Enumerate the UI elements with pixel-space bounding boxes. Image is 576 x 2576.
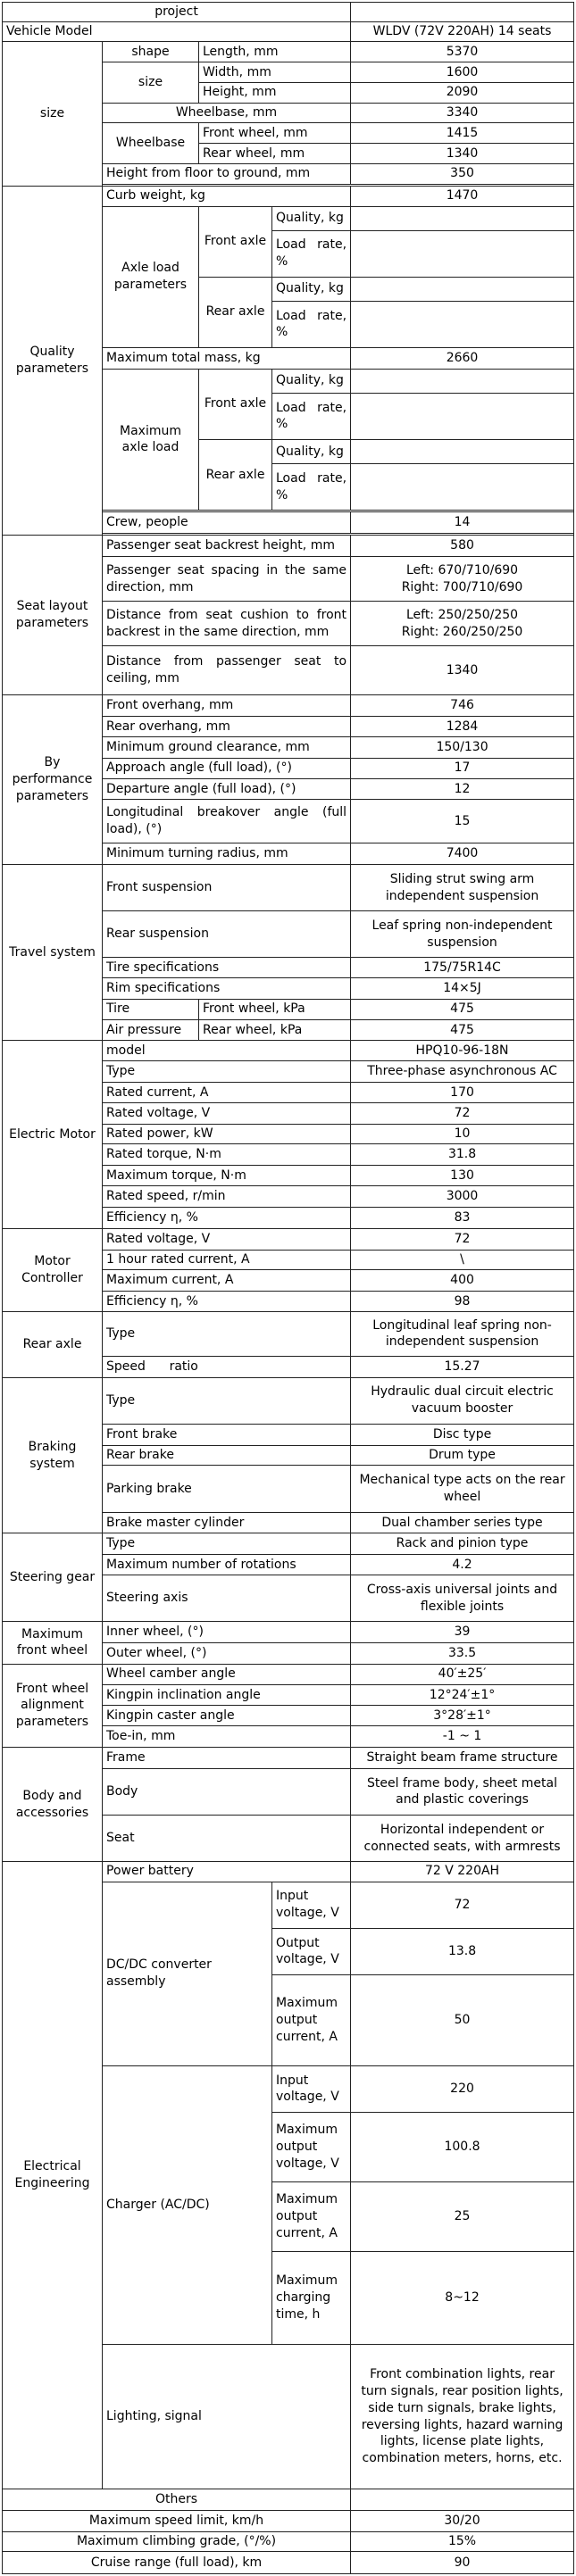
axle-load-label: Axle load parameters <box>103 206 199 347</box>
approach-angle-value: 17 <box>351 758 574 778</box>
label-line: direction, mm <box>106 579 194 594</box>
value-line: lights, license plate lights, <box>380 2434 545 2449</box>
size-size: size <box>103 62 199 104</box>
value-line: flexible joints <box>420 1599 505 1614</box>
value-line: and plastic coverings <box>396 1792 529 1807</box>
rated-torque-label: Rated torque, N·m <box>103 1144 351 1166</box>
max-total-mass-label: Maximum total mass, kg <box>103 347 351 369</box>
length-value: 5370 <box>351 42 574 62</box>
value-line: Front combination lights, rear <box>370 2366 555 2381</box>
motor-type-value: Three-phase asynchronous AC <box>351 1061 574 1083</box>
brake-type-value <box>351 1377 574 1424</box>
spec-row <box>3 536 574 557</box>
front-kpa-label: Front wheel, kPa <box>199 999 351 1019</box>
seat-backrest-value: 580 <box>351 536 574 557</box>
steering-axis-label: Steering axis <box>103 1575 351 1622</box>
rotations-label: Maximum number of rotations <box>103 1555 351 1575</box>
crew-value: 14 <box>351 512 574 534</box>
lighting-value <box>351 2345 574 2489</box>
load-rate-label: Load rate, % <box>272 230 351 277</box>
quality-kg-label: Quality, kg <box>272 369 351 393</box>
master-cylinder-label: Brake master cylinder <box>103 1512 351 1533</box>
charger-output-value: 100.8 <box>351 2112 574 2181</box>
lighting-label: Lighting, signal <box>103 2345 351 2489</box>
value-line: Right: 260/250/250 <box>401 624 523 639</box>
ground-clearance-value: 150/130 <box>351 736 574 758</box>
spec-row <box>3 2552 574 2574</box>
ground-height-value: 350 <box>351 163 574 184</box>
rated-current-label: Rated current, A <box>103 1083 351 1103</box>
front-suspension-label: Front suspension <box>103 865 351 911</box>
size-shape: shape <box>103 42 199 62</box>
hour-current-label: 1 hour rated current, A <box>103 1250 351 1270</box>
camber-value: 40′±25′ <box>351 1664 574 1684</box>
charger-current-value: 25 <box>351 2182 574 2252</box>
turning-radius-value: 7400 <box>351 843 574 865</box>
spec-row <box>3 2510 574 2531</box>
controller-efficiency-label: Efficiency η, % <box>103 1292 351 1312</box>
spec-row <box>3 1664 574 1684</box>
front-kpa-value: 475 <box>351 999 574 1019</box>
caster-label: Kingpin caster angle <box>103 1706 351 1726</box>
wheelbase-value: 3340 <box>351 103 574 123</box>
value-line: Steel frame body, sheet metal <box>367 1775 558 1791</box>
rated-torque-value: 31.8 <box>351 1144 574 1166</box>
value-line: Left: 670/710/690 <box>405 562 519 578</box>
speed-limit-label: Maximum speed limit, km/h <box>3 2510 351 2531</box>
header-blank <box>351 3 574 22</box>
rear-kpa-value: 475 <box>351 1019 574 1041</box>
climbing-grade-label: Maximum climbing grade, (°/%) <box>3 2531 351 2552</box>
value-line: independent suspension <box>385 1334 539 1350</box>
length-label: Length, mm <box>199 42 351 62</box>
charger-input-value: 220 <box>351 2065 574 2112</box>
width-value: 1600 <box>351 62 574 83</box>
dcdc-output-value: 13.8 <box>351 1928 574 1974</box>
rated-speed-value: 3000 <box>351 1186 574 1208</box>
spec-row <box>3 695 574 717</box>
cushion-distance-value <box>351 602 574 646</box>
rear-wheel-value: 1340 <box>351 144 574 164</box>
motor-efficiency-value: 83 <box>351 1207 574 1228</box>
max-total-mass-value: 2660 <box>351 347 574 369</box>
tire-spec-value: 175/75R14C <box>351 958 574 978</box>
parking-brake-value <box>351 1466 574 1512</box>
value-line: Right: 700/710/690 <box>401 579 523 594</box>
steering-type-label: Type <box>103 1533 351 1555</box>
turning-radius-label: Minimum turning radius, mm <box>103 843 351 865</box>
vehicle-model-label: Vehicle Model <box>3 21 351 42</box>
kingpin-inclination-value: 12°24′±1° <box>351 1684 574 1706</box>
seat-label: Seat <box>103 1815 351 1861</box>
tire-label: Tire <box>103 999 199 1019</box>
load-rate-label: Load rate, % <box>272 464 351 511</box>
rated-power-value: 10 <box>351 1124 574 1144</box>
controller-voltage-label: Rated voltage, V <box>103 1228 351 1250</box>
speed-ratio-value: 15.27 <box>351 1356 574 1377</box>
empty-value <box>351 369 574 393</box>
value-line: reversing lights, hazard warning <box>361 2417 563 2432</box>
section-body-accessories: Body and accessories <box>3 1748 103 1862</box>
spec-row <box>3 186 574 206</box>
height-label: Height, mm <box>199 82 351 103</box>
rated-power-label: Rated power, kW <box>103 1124 351 1144</box>
rated-speed-label: Rated speed, r/min <box>103 1186 351 1208</box>
vehicle-model-value: WLDV (72V 220AH) 14 seats <box>351 21 574 42</box>
max-current-value: 400 <box>351 1270 574 1292</box>
value-line: independent suspension <box>385 888 539 903</box>
spec-row <box>3 42 574 62</box>
height-value: 2090 <box>351 82 574 103</box>
value-line: Cross-axis universal joints and <box>366 1582 558 1597</box>
width-label: Width, mm <box>199 62 351 83</box>
empty-value <box>351 277 574 301</box>
max-output-current-label: Maximum output current, A <box>272 1974 351 2065</box>
parking-brake-label: Parking brake <box>103 1466 351 1512</box>
front-brake-label: Front brake <box>103 1424 351 1445</box>
rear-suspension-value <box>351 911 574 958</box>
rim-spec-value: 14×5J <box>351 977 574 999</box>
label-line: backrest in the same direction, mm <box>106 624 330 639</box>
empty-value <box>351 464 574 511</box>
empty-value <box>351 393 574 439</box>
front-axle-label: Front axle <box>199 206 272 277</box>
front-suspension-value <box>351 865 574 911</box>
hour-current-value: \ <box>351 1250 574 1270</box>
spec-row <box>3 1041 574 1061</box>
dcdc-current-value: 50 <box>351 1974 574 2065</box>
max-output-current-label: Maximum output current, A <box>272 2182 351 2252</box>
section-electrical: Electrical Engineering <box>3 1862 103 2489</box>
caster-value: 3°28′±1° <box>351 1706 574 1726</box>
controller-voltage-value: 72 <box>351 1228 574 1250</box>
load-rate-label: Load rate, % <box>272 393 351 439</box>
value-line: combination meters, horns, etc. <box>362 2451 563 2466</box>
spec-row <box>3 1622 574 1643</box>
approach-angle-label: Approach angle (full load), (°) <box>103 758 351 778</box>
quality-kg-label: Quality, kg <box>272 439 351 463</box>
ceiling-distance-value: 1340 <box>351 645 574 694</box>
max-torque-label: Maximum torque, N·m <box>103 1166 351 1186</box>
crew-label: Crew, people <box>103 512 351 534</box>
rear-brake-label: Rear brake <box>103 1445 351 1466</box>
spec-row <box>3 865 574 911</box>
empty-value <box>351 439 574 463</box>
header-project: project <box>3 3 351 22</box>
front-overhang-label: Front overhang, mm <box>103 695 351 717</box>
rated-voltage-label: Rated voltage, V <box>103 1102 351 1124</box>
air-pressure-label: Air pressure <box>103 1019 199 1041</box>
front-wheel-value: 1415 <box>351 123 574 144</box>
quality-kg-label: Quality, kg <box>272 206 351 230</box>
section-wheel-alignment: Front wheel alignment parameters <box>3 1664 103 1747</box>
section-steering-gear: Steering gear <box>3 1533 103 1622</box>
label-line: load), (°) <box>106 822 163 837</box>
section-seat-layout: Seat layout parameters <box>3 536 103 695</box>
value-line: Horizontal independent or <box>380 1822 545 1837</box>
empty-value <box>351 301 574 347</box>
motor-type-label: Type <box>103 1061 351 1083</box>
rear-kpa-label: Rear wheel, kPa <box>199 1019 351 1041</box>
section-others: Others <box>3 2489 351 2510</box>
cruise-range-value: 90 <box>351 2552 574 2574</box>
input-voltage-label: Input voltage, V <box>272 1882 351 1928</box>
rear-axle-type-label: Type <box>103 1312 351 1357</box>
dcdc-input-value: 72 <box>351 1882 574 1928</box>
frame-label: Frame <box>103 1748 351 1769</box>
seat-spacing-value <box>351 557 574 602</box>
body-value <box>351 1768 574 1815</box>
rear-overhang-value: 1284 <box>351 717 574 737</box>
spec-row <box>3 1312 574 1357</box>
max-output-voltage-label: Maximum output voltage, V <box>272 2112 351 2181</box>
others-row <box>3 2489 574 2510</box>
label-line: Distance from seat cushion to front <box>106 607 347 622</box>
front-overhang-value: 746 <box>351 695 574 717</box>
section-travel-system: Travel system <box>3 865 103 1041</box>
value-line: suspension <box>427 935 497 950</box>
value-line: Leaf spring non-independent <box>371 918 553 933</box>
section-size: size <box>3 42 103 187</box>
label-line: Longitudinal breakover angle (full <box>106 805 347 820</box>
body-label: Body <box>103 1768 351 1815</box>
front-brake-value: Disc type <box>351 1424 574 1445</box>
spec-row <box>3 1748 574 1769</box>
departure-angle-label: Departure angle (full load), (°) <box>103 778 351 800</box>
value-line: Sliding strut swing arm <box>389 871 535 886</box>
ground-height-label: Height from floor to ground, mm <box>103 163 351 184</box>
value-line: Longitudinal leaf spring non- <box>372 1317 552 1333</box>
front-axle-label: Front axle <box>199 369 272 439</box>
max-charging-time-label: Maximum charging time, h <box>272 2252 351 2345</box>
rated-voltage-value: 72 <box>351 1102 574 1124</box>
front-wheel-label: Front wheel, mm <box>199 123 351 144</box>
max-torque-value: 130 <box>351 1166 574 1186</box>
controller-efficiency-value: 98 <box>351 1292 574 1312</box>
departure-angle-value: 12 <box>351 778 574 800</box>
section-braking-system: Braking system <box>3 1377 103 1533</box>
rear-axle-label: Rear axle <box>199 439 272 510</box>
steering-axis-value <box>351 1575 574 1622</box>
speed-ratio-text: Speed ratio <box>106 1359 198 1374</box>
header-row <box>3 3 574 22</box>
speed-limit-value: 30/20 <box>351 2510 574 2531</box>
spec-row <box>3 1377 574 1424</box>
empty-value <box>351 230 574 277</box>
spec-row <box>3 1533 574 1555</box>
load-rate-label: Load rate, % <box>272 301 351 347</box>
section-rear-axle: Rear axle <box>3 1312 103 1378</box>
rim-spec-label: Rim specifications <box>103 977 351 999</box>
tire-spec-label: Tire specifications <box>103 958 351 978</box>
vehicle-model-row <box>3 21 574 42</box>
value-line: connected seats, with armrests <box>363 1839 561 1854</box>
input-voltage-label: Input voltage, V <box>272 2065 351 2112</box>
section-electric-motor: Electric Motor <box>3 1041 103 1228</box>
power-battery-label: Power battery <box>103 1862 351 1882</box>
climbing-grade-value: 15% <box>351 2531 574 2552</box>
section-performance: By performance parameters <box>3 695 103 865</box>
label-line: Passenger seat spacing in the same <box>106 562 347 578</box>
motor-model-value: HPQ10-96-18N <box>351 1041 574 1061</box>
brake-type-label: Type <box>103 1377 351 1424</box>
curb-weight-value: 1470 <box>351 186 574 206</box>
ground-clearance-label: Minimum ground clearance, mm <box>103 736 351 758</box>
empty-value <box>351 206 574 230</box>
output-voltage-label: Output voltage, V <box>272 1928 351 1974</box>
kingpin-inclination-label: Kingpin inclination angle <box>103 1684 351 1706</box>
rear-axle-label: Rear axle <box>199 277 272 347</box>
breakover-angle-value: 15 <box>351 800 574 843</box>
vehicle-spec-table <box>2 2 574 2574</box>
section-motor-controller: Motor Controller <box>3 1228 103 1311</box>
label-line: ceiling, mm <box>106 671 179 686</box>
rear-overhang-label: Rear overhang, mm <box>103 717 351 737</box>
spec-row <box>3 2531 574 2552</box>
rear-brake-value: Drum type <box>351 1445 574 1466</box>
cushion-distance-label <box>103 602 351 646</box>
seat-value <box>351 1815 574 1861</box>
value-line: turn signals, rear position lights, <box>361 2383 563 2398</box>
section-max-front-wheel: Maximum front wheel <box>3 1622 103 1665</box>
label-line: Distance from passenger seat to <box>106 654 347 669</box>
motor-model-label: model <box>103 1041 351 1061</box>
wheelbase-group: Wheelbase <box>103 123 199 164</box>
value-line: Left: 250/250/250 <box>405 607 519 622</box>
charger-time-value: 8~12 <box>351 2252 574 2345</box>
empty-value <box>351 2489 574 2510</box>
section-quality: Quality parameters <box>3 186 103 535</box>
seat-spacing-label <box>103 557 351 602</box>
inner-wheel-value: 39 <box>351 1622 574 1643</box>
wheelbase-label: Wheelbase, mm <box>103 103 351 123</box>
frame-value: Straight beam frame structure <box>351 1748 574 1769</box>
ceiling-distance-label <box>103 645 351 694</box>
steering-type-value: Rack and pinion type <box>351 1533 574 1555</box>
rear-axle-type-value <box>351 1312 574 1357</box>
rear-wheel-label: Rear wheel, mm <box>199 144 351 164</box>
quality-kg-label: Quality, kg <box>272 277 351 301</box>
value-line: wheel <box>443 1490 481 1505</box>
rear-suspension-label: Rear suspension <box>103 911 351 958</box>
power-battery-value: 72 V 220AH <box>351 1862 574 1882</box>
spec-row <box>3 1228 574 1250</box>
value-line: Mechanical type acts on the rear <box>359 1473 565 1488</box>
inner-wheel-label: Inner wheel, (°) <box>103 1622 351 1643</box>
rated-current-value: 170 <box>351 1083 574 1103</box>
max-current-label: Maximum current, A <box>103 1270 351 1292</box>
breakover-angle-label <box>103 800 351 843</box>
charger-label: Charger (AC/DC) <box>103 2065 272 2344</box>
camber-label: Wheel camber angle <box>103 1664 351 1684</box>
value-line: side turn signals, brake lights, <box>368 2400 556 2415</box>
rotations-value: 4.2 <box>351 1555 574 1575</box>
master-cylinder-value: Dual chamber series type <box>351 1512 574 1533</box>
spec-row <box>3 1862 574 1882</box>
value-line: Hydraulic dual circuit electric <box>371 1384 554 1400</box>
outer-wheel-label: Outer wheel, (°) <box>103 1642 351 1664</box>
curb-weight-label: Curb weight, kg <box>103 186 351 206</box>
dcdc-converter-label: DC/DC converter assembly <box>103 1882 272 2065</box>
toe-in-value: -1 ~ 1 <box>351 1726 574 1748</box>
motor-efficiency-label: Efficiency η, % <box>103 1207 351 1228</box>
seat-backrest-label: Passenger seat backrest height, mm <box>103 536 351 557</box>
toe-in-label: Toe-in, mm <box>103 1726 351 1748</box>
cruise-range-label: Cruise range (full load), km <box>3 2552 351 2574</box>
speed-ratio-label <box>103 1356 351 1377</box>
max-axle-load-label: Maximum axle load <box>103 369 199 510</box>
value-line: vacuum booster <box>411 1401 513 1417</box>
outer-wheel-value: 33.5 <box>351 1642 574 1664</box>
